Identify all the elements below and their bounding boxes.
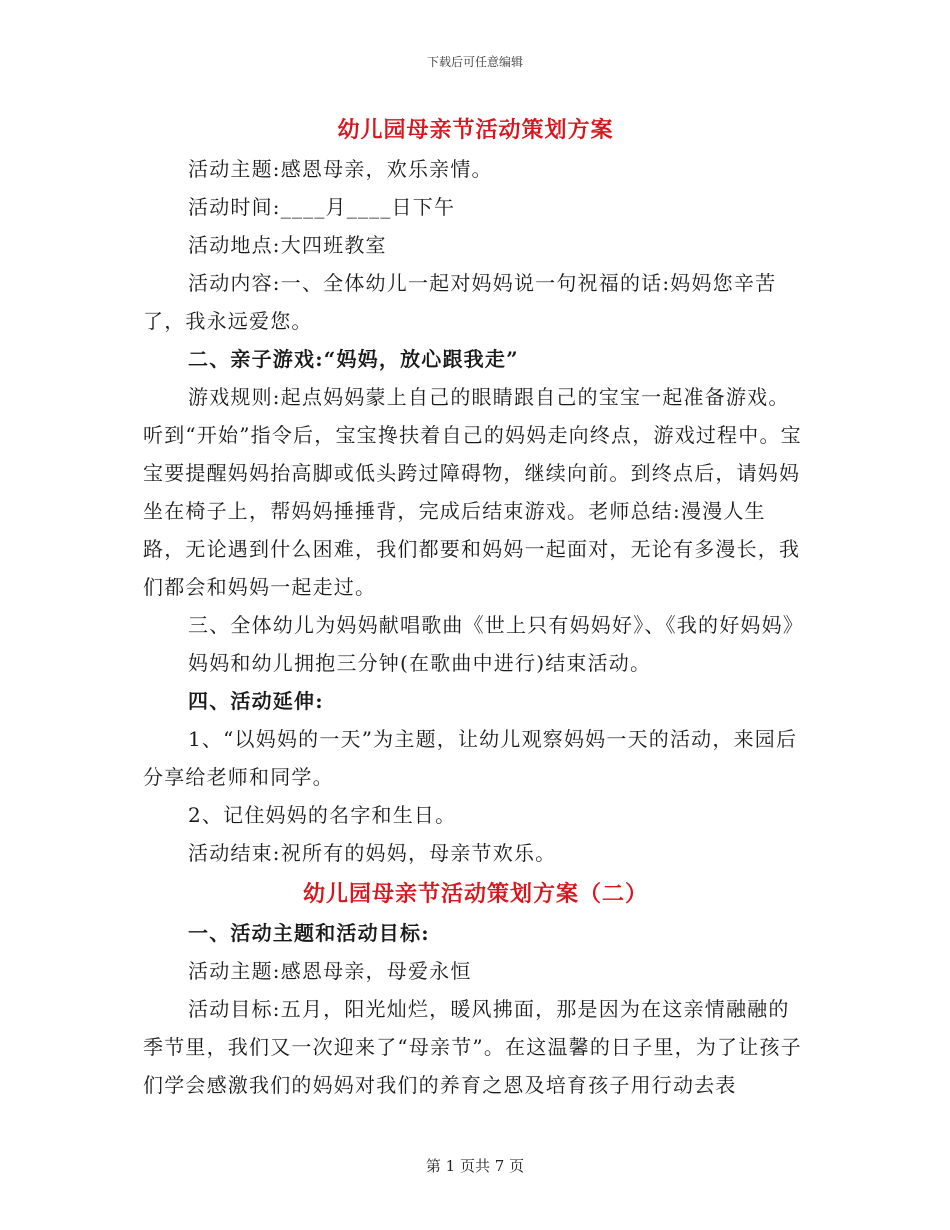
paragraph: 妈妈和幼儿拥抱三分钟(在歌曲中进行)结束活动。 [188,651,652,675]
paragraph: 活动主题:感恩母亲，欢乐亲情。 [188,157,493,181]
paragraph: 活动结束:祝所有的妈妈，母亲节欢乐。 [188,841,557,865]
section-heading: 四、活动延伸: [188,689,324,713]
paragraph: 2、记住妈妈的名字和生日。 [188,803,457,827]
paragraph: 活动地点:大四班教室 [188,233,387,257]
document-title-2: 幼儿园母亲节活动策划方案（二） [302,881,648,907]
document-title: 幼儿园母亲节活动策划方案 [337,117,614,143]
paragraph: 活动目标:五月，阳光灿烂，暖风拂面，那是因为在这亲情融融的季节里，我们又一次迎来了“母亲节”。在这温馨的日子里，为了让孩子们学会感激我们的妈妈对我们的养育之恩及培育孩子用行动去表 [143,997,802,1097]
paragraph: 1、“以妈妈的一天”为主题，让幼儿观察妈妈一天的活动，来园后分享给老师和同学。 [143,727,798,789]
page-footer: 第 1 页共 7 页 [425,1157,525,1175]
paragraph: 三、全体幼儿为妈妈献唱歌曲《世上只有妈妈好》、《我的好妈妈》 [188,613,804,637]
paragraph: 游戏规则:起点妈妈蒙上自己的眼睛跟自己的宝宝一起准备游戏。听到“开始”指令后，宝宝搀扶着自己的妈妈走向终点，游戏过程中。宝宝要提醒妈妈抬高脚或低头跨过障碍物，继续向前。到终点后，请妈妈坐在椅子上，帮妈妈捶捶背，完成后结束游戏。老师总结:漫漫人生路，无论遇到什么困难，我们都要和妈妈一起面对，无论有多漫长，我们都会和妈妈一起走过。 [143,385,802,599]
paragraph: 活动内容:一、全体幼儿一起对妈妈说一句祝福的话:妈妈您辛苦了，我永远爱您。 [143,271,777,333]
document-body [143,110,808,1104]
paragraph: 活动主题:感恩母亲，母爱永恒 [188,959,472,983]
section-heading: 二、亲子游戏:“妈妈，放心跟我走” [188,347,519,371]
header-note: 下载后可任意编辑 [426,55,523,69]
section-heading: 一、活动主题和活动目标: [188,921,430,945]
section-1 [143,150,808,872]
paragraph: 活动时间:____月____日下午 [188,195,456,219]
section-2 [143,914,808,1104]
